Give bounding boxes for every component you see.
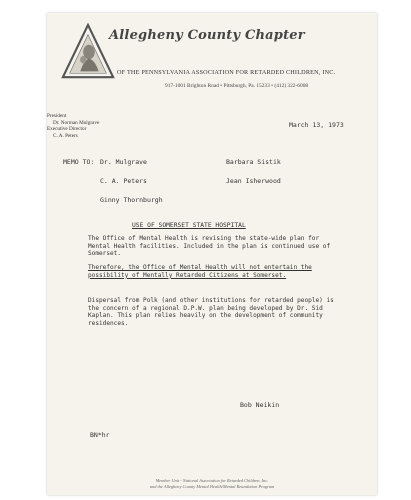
memo-subject: USE OF SOMERSET STATE HOSPITAL <box>132 222 246 229</box>
recipient: Ginny Thornburgh <box>100 196 163 204</box>
letter-page <box>47 13 377 495</box>
recipient: Barbara Sistik <box>226 158 281 166</box>
officer-title: President <box>47 113 67 119</box>
memo-to-label: MEMO TO: <box>63 158 95 166</box>
org-name: Allegheny County Chapter <box>109 28 305 43</box>
footer-line: Member Unit - National Association for Retarded Children, Inc. <box>155 478 269 483</box>
officer-title: Executive Director <box>47 126 87 133</box>
typist-initials: BN*hr <box>90 431 110 439</box>
officers-block <box>47 113 99 139</box>
signature: Bob Neikin <box>240 401 280 409</box>
memo-paragraph-emphasis: Therefore, the Office of Mental Health will not entertain the possibility of Mentally Retarded Citizens at Somerset. <box>88 264 312 279</box>
memo-date: March 13, 1973 <box>289 121 344 129</box>
org-parent-name: OF THE PENNSYLVANIA ASSOCIATION FOR RETARDED CHILDREN, INC. <box>117 69 336 76</box>
recipient: Dr. Mulgrave <box>100 158 147 166</box>
footer-line: and the Allegheny County Mental Health/Mental Retardation Program <box>149 484 275 489</box>
memo-paragraph: Dispersal from Polk (and other institutions for retarded people) is the concern of a regional D.P.W. plan being developed by Dr. Sid Kaplan. This plan relies heavily on the development of community residences. <box>88 297 334 328</box>
recipient: Jean Isherwood <box>226 177 281 185</box>
officer-name: C. A. Peters <box>53 132 78 139</box>
officer-name: Dr. Norman Mulgrave <box>53 119 100 126</box>
org-address: 917-1001 Brighton Road • Pittsburgh, Pa. 15233 • (412) 322-6008 <box>165 83 309 89</box>
memo-paragraph: The Office of Mental Health is revising the state-wide plan for Mental Health facilities. Included in the plan is continued use of Somerset. <box>88 235 331 258</box>
recipient: C. A. Peters <box>100 177 147 185</box>
